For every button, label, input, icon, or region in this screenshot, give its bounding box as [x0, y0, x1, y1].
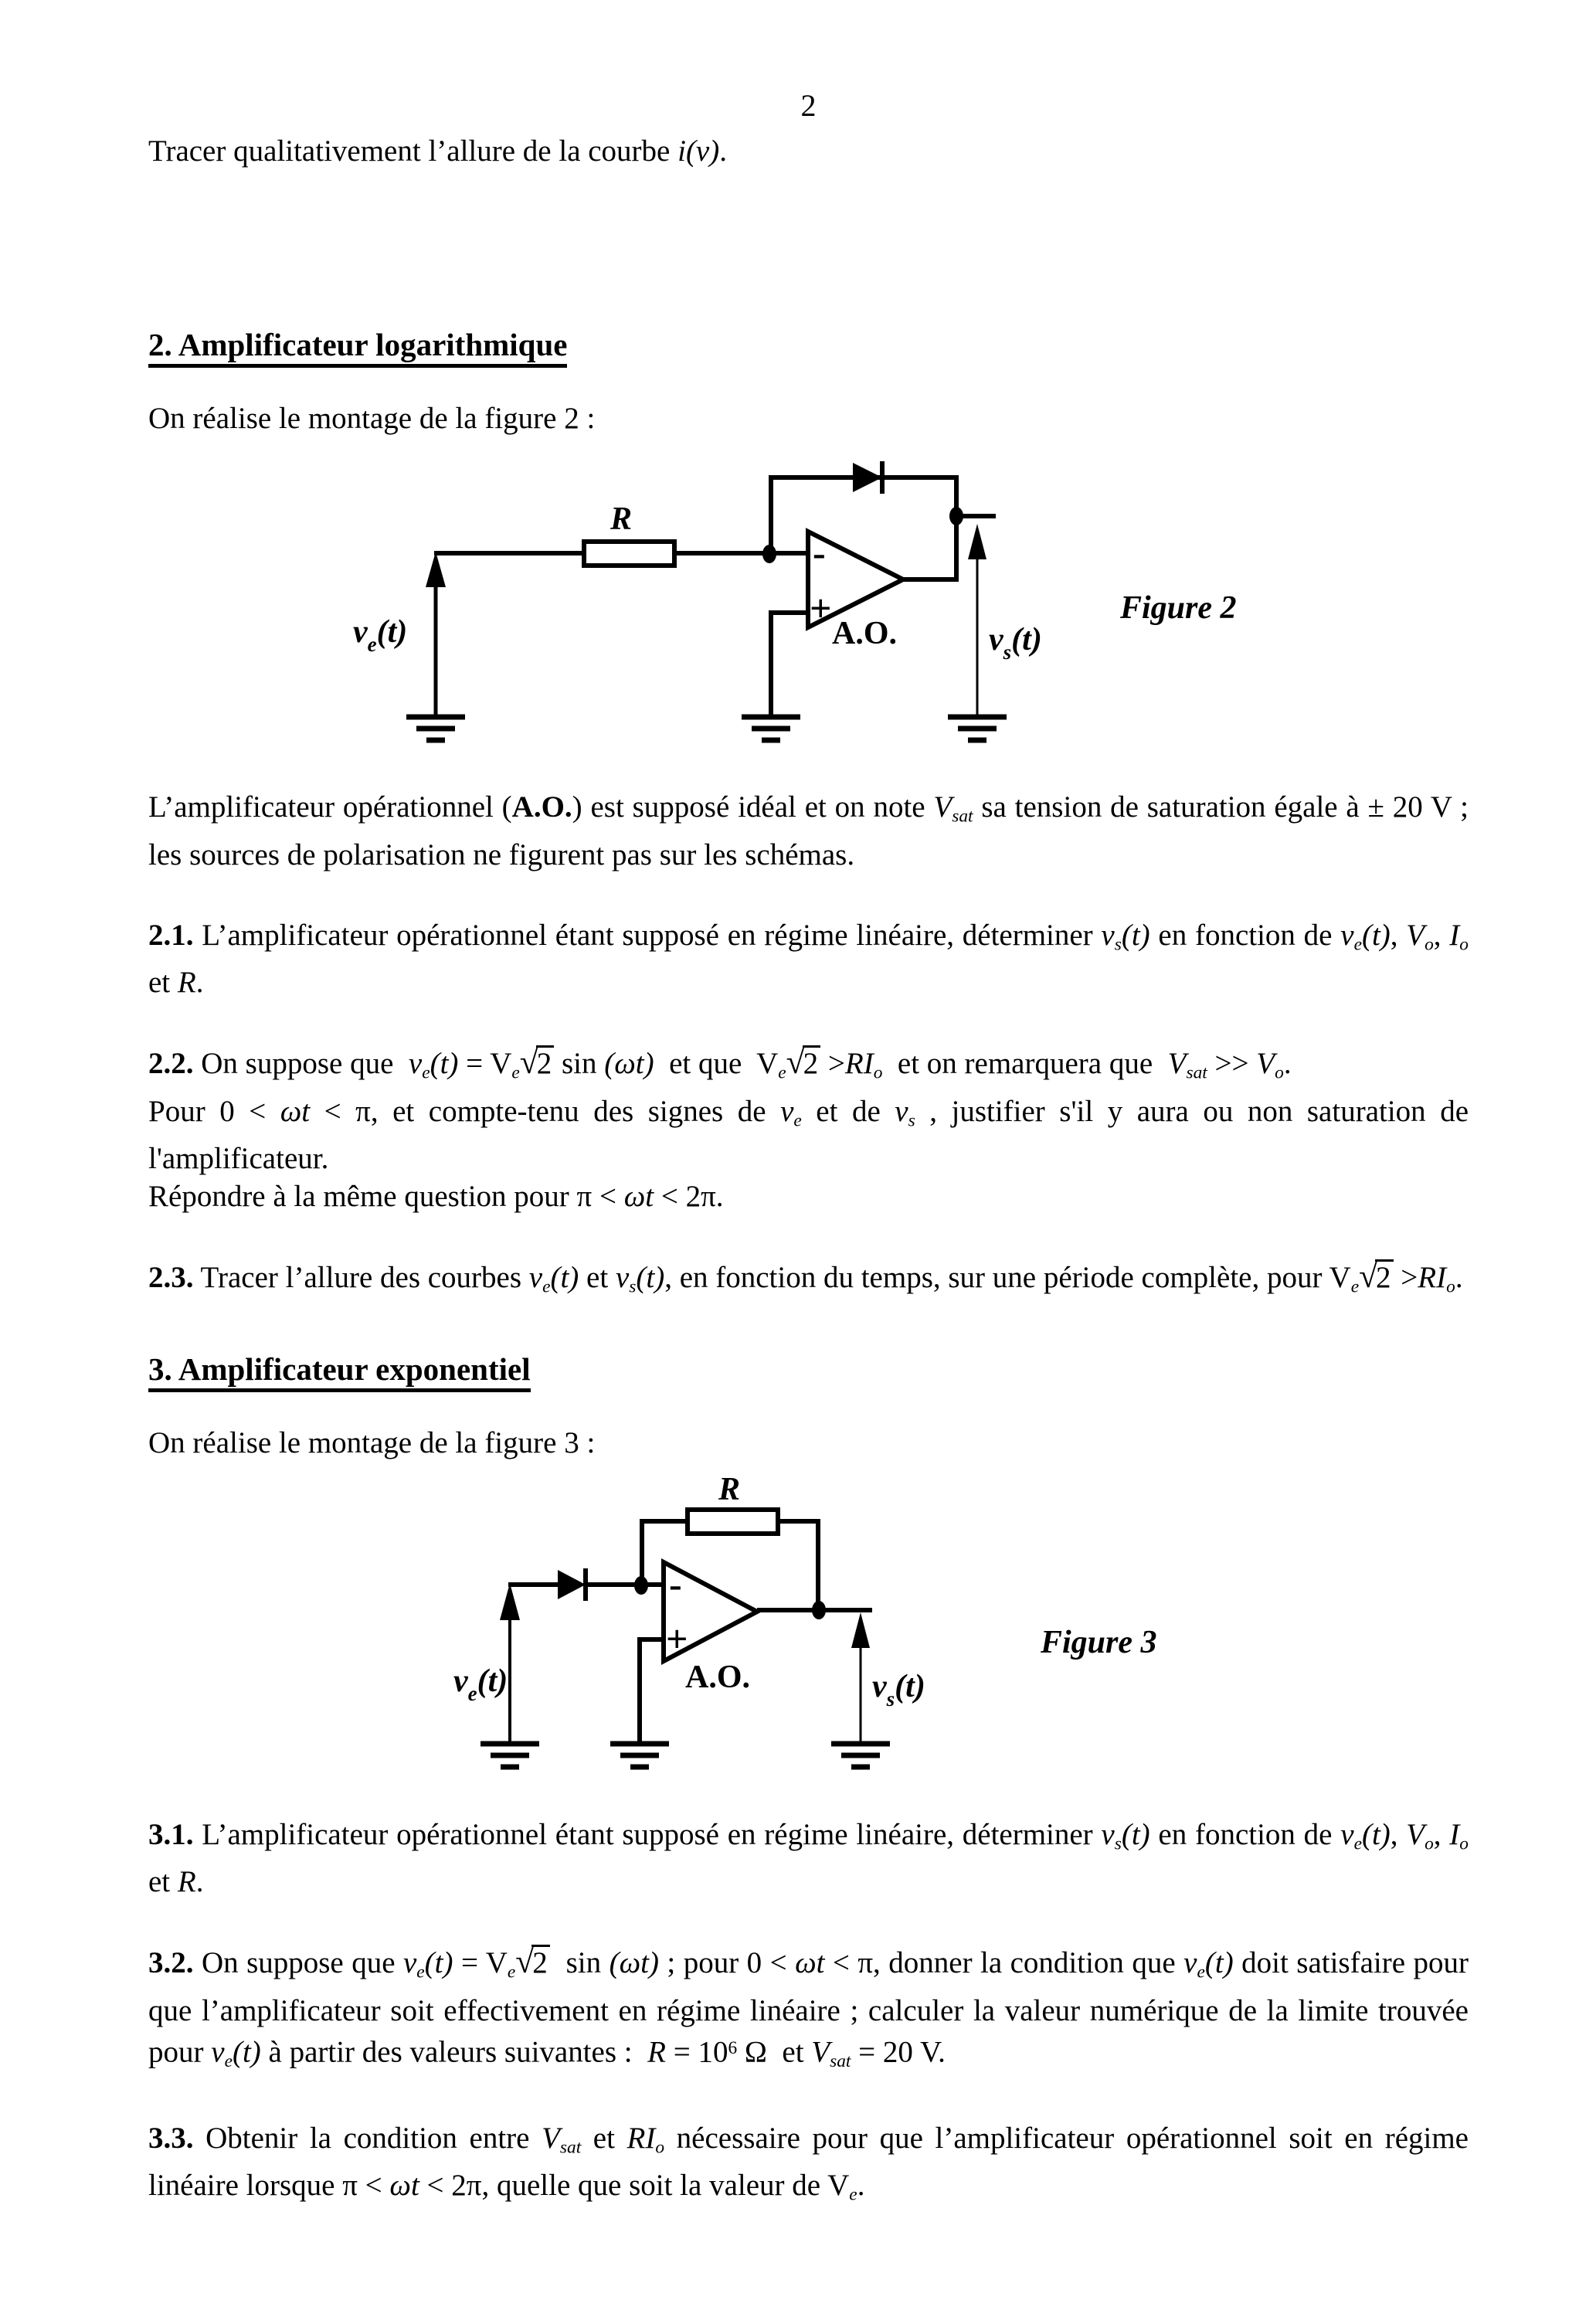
text-run: , — [1433, 1817, 1450, 1851]
section-2-heading: 2. Amplificateur logarithmique — [148, 324, 1469, 365]
text-run: √2 — [1359, 1258, 1393, 1296]
text-run: Tracer qualitativement l’allure de la courbe — [148, 134, 678, 168]
text-run: I — [1449, 918, 1460, 952]
text-run: >> — [1207, 1047, 1257, 1081]
text-run: sat — [952, 806, 973, 827]
diode-icon — [853, 463, 882, 492]
text-run: RI — [844, 1047, 874, 1081]
text-run: 3.1. — [148, 1817, 194, 1851]
ground-icon — [480, 1744, 539, 1767]
text-run: o — [1446, 1276, 1455, 1297]
text-run: . — [719, 134, 727, 168]
question-2-2-line3 — [148, 1177, 1469, 1215]
text-run: v — [780, 1094, 794, 1128]
text-run: e — [1350, 1276, 1360, 1297]
text-run: en fonction de — [1149, 1817, 1341, 1851]
text-run: R — [647, 2035, 666, 2069]
text-run: e — [422, 1062, 430, 1083]
text-run: = V — [453, 1946, 508, 1980]
text-run: (t) — [550, 1261, 579, 1295]
text-run: = 20 V. — [851, 2035, 946, 2069]
text-run: I — [1449, 1817, 1460, 1851]
text-run: . — [1283, 1047, 1292, 1081]
text-run: , — [1390, 918, 1407, 952]
figure-3-caption: Figure 3 — [1041, 1624, 1157, 1660]
text-run: v — [1101, 1817, 1115, 1851]
text-run: , en fonction du temps, sur une période complète, pour — [664, 1261, 1329, 1295]
text-run: √2 — [786, 1044, 820, 1082]
section-3-heading: 3. Amplificateur exponentiel — [148, 1349, 1469, 1389]
text-run: (t) — [430, 1047, 459, 1081]
opamp-label: A.O. — [685, 1659, 750, 1695]
text-run: ωt — [795, 1946, 825, 1980]
text-run: v — [1101, 918, 1115, 952]
node-dot — [812, 1601, 826, 1619]
text-run: e — [778, 1062, 786, 1083]
text-run: < 2π. — [654, 1180, 724, 1214]
text-run: V — [542, 2121, 560, 2155]
text-run: V — [1406, 1817, 1425, 1851]
text-run: Pour 0 < — [148, 1094, 280, 1128]
text-run: (t) — [1361, 1817, 1391, 1851]
text-run: e — [1353, 934, 1362, 955]
text-run: . — [195, 1865, 204, 1899]
question-2-1 — [148, 916, 1469, 1002]
text-run: < π, donner la condition que — [824, 1946, 1184, 1980]
text-run: et — [148, 966, 178, 1000]
question-3-1 — [148, 1816, 1469, 1901]
text-run: > — [820, 1047, 845, 1081]
text-run: sat — [559, 2137, 582, 2158]
text-run: à partir des valeurs suivantes : — [260, 2035, 648, 2069]
text-run: et que V — [654, 1047, 779, 1081]
text-run: (ωt) — [609, 1946, 659, 1980]
text-run: V — [811, 2035, 830, 2069]
text-run: e — [507, 1962, 516, 1983]
text-run: (t) — [232, 2035, 261, 2069]
text-run: 2.2. — [148, 1047, 194, 1081]
question-2-2-line1 — [148, 1044, 1469, 1092]
ground-icon — [831, 1744, 890, 1767]
text-run: = V — [458, 1047, 512, 1081]
inverting-input-label: - — [813, 531, 826, 574]
text-run: sin — [549, 1946, 610, 1980]
text-run: , — [1390, 1817, 1407, 1851]
text-run: On suppose que — [193, 1946, 403, 1980]
text-run: e — [793, 1110, 802, 1131]
text-run: , justifier s'il y aura ou non saturation de l'amplificateur. — [148, 1094, 1469, 1176]
text-run: 3.3. — [148, 2121, 194, 2155]
input-arrow-icon — [426, 552, 446, 587]
text-run: (t) — [1361, 918, 1391, 952]
node-dot — [762, 545, 776, 563]
text-run: V — [1329, 1261, 1351, 1295]
text-run: 2.3. — [148, 1261, 194, 1295]
text-run: e — [224, 2050, 233, 2071]
text-run: (t) — [424, 1946, 453, 1980]
text-run: et de — [801, 1094, 895, 1128]
figure-3-diagram — [434, 1471, 1207, 1788]
page-number: 2 — [800, 88, 817, 123]
figure-2-circuit-svg — [334, 454, 1338, 763]
text-run: (t) — [636, 1261, 665, 1295]
text-run: 2.1. — [148, 918, 194, 952]
node-dot — [634, 1576, 648, 1595]
text-run: . — [1455, 1261, 1463, 1295]
text-run: ; pour 0 < — [658, 1946, 796, 1980]
text-run: et — [148, 1865, 178, 1899]
ground-icon — [610, 1744, 669, 1767]
ground-icon — [406, 717, 465, 740]
ground-icon — [742, 717, 800, 740]
figure-2-caption: Figure 2 — [1120, 590, 1237, 626]
text-run: v — [1340, 1817, 1354, 1851]
figure-3-circuit-svg — [434, 1471, 1207, 1788]
text-run: v — [408, 1047, 423, 1081]
text-run: ) est supposé idéal et on note — [572, 790, 934, 824]
paragraph-ao — [148, 788, 1469, 874]
text-run: v — [402, 1946, 417, 1980]
question-2-3 — [148, 1258, 1469, 1306]
text-run: v — [211, 2035, 225, 2069]
text-run: < 2π, quelle que soit la valeur de V — [419, 2169, 850, 2203]
text-run: , — [1433, 918, 1450, 952]
text-run: ωt — [623, 1180, 654, 1214]
text-run: o — [655, 2137, 665, 2158]
text-run: s — [629, 1276, 637, 1297]
output-voltage-label: $v_s(t)$ — [872, 1668, 925, 1711]
resistor-icon — [584, 542, 674, 566]
intro-line — [148, 132, 1469, 170]
text-run: L’amplificateur opérationnel étant supposé en régime linéaire, déterminer — [193, 918, 1102, 952]
text-run: V — [1256, 1047, 1275, 1081]
text-run: et — [581, 2121, 627, 2155]
question-2-2-line2 — [148, 1092, 1469, 1178]
text-run: v — [615, 1261, 630, 1295]
resistor-label: R — [610, 501, 633, 537]
text-run: v — [528, 1261, 543, 1295]
text-run: Répondre à la même question pour π < — [148, 1180, 624, 1214]
text-run: 6 — [728, 2037, 738, 2058]
text-run: (t) — [1121, 1817, 1150, 1851]
text-run: V — [1406, 918, 1425, 952]
text-run: e — [511, 1062, 520, 1083]
input-voltage-label: $v_e(t)$ — [353, 614, 408, 656]
text-run: sin — [554, 1047, 605, 1081]
text-run: L’amplificateur opérationnel ( — [148, 790, 512, 824]
text-run: v — [1183, 1946, 1197, 1980]
text-run: o — [1425, 1833, 1434, 1854]
section-3-intro: On réalise le montage de la figure 3 : — [148, 1425, 596, 1459]
text-run: (t) — [1121, 918, 1150, 952]
text-run: en fonction de — [1149, 918, 1341, 952]
text-run: s — [1114, 934, 1122, 955]
text-run: et on remarquera que — [882, 1047, 1168, 1081]
text-run: RI — [627, 2121, 656, 2155]
text-run: ωt — [280, 1094, 311, 1128]
text-run: v — [895, 1094, 908, 1128]
input-voltage-label: $v_e(t)$ — [453, 1663, 508, 1705]
text-run: et — [579, 1261, 616, 1295]
text-run: R — [177, 966, 196, 1000]
text-run: sat — [830, 2050, 851, 2071]
text-run: > — [1393, 1261, 1418, 1295]
text-run: V — [933, 790, 953, 824]
text-run: s — [908, 1110, 915, 1131]
question-3-2 — [148, 1943, 1469, 2081]
text-run: e — [542, 1276, 551, 1297]
text-run: o — [1459, 934, 1469, 955]
text-run: √2 — [520, 1044, 554, 1082]
ground-icon — [948, 717, 1007, 740]
output-voltage-label: $v_s(t)$ — [989, 622, 1042, 664]
text-run: On suppose que — [193, 1047, 409, 1081]
text-run: nécessaire pour que l’amplificateur opérationnel soit en régime linéaire lorsque π < — [148, 2121, 1469, 2203]
text-run: R — [177, 1865, 196, 1899]
node-dot — [949, 507, 963, 525]
input-arrow-icon — [500, 1583, 520, 1620]
text-run: . — [195, 966, 204, 1000]
noninverting-input-label: + — [810, 586, 832, 630]
text-run: . — [857, 2169, 865, 2203]
section-2-intro: On réalise le montage de la figure 2 : — [148, 402, 596, 435]
noninverting-input-label: + — [666, 1616, 688, 1660]
output-arrow-icon — [968, 524, 986, 559]
text-run: doit satisfaire pour que l’amplificateur soit effectivement en régime linéaire ; calculer la valeur numérique de la limite trouvée pour — [148, 1946, 1469, 2069]
text-run: (ωt) — [604, 1047, 654, 1081]
text-run: s — [1114, 1833, 1122, 1854]
text-run: e — [1353, 1833, 1362, 1854]
output-arrow-icon — [851, 1612, 870, 1648]
text-run: < π, et compte-tenu des signes de — [310, 1094, 781, 1128]
text-run: (t) — [1204, 1946, 1234, 1980]
text-run: Obtenir la condition entre — [193, 2121, 542, 2155]
text-run: A.O. — [511, 790, 572, 824]
text-run: V — [1167, 1047, 1187, 1081]
text-run: v — [1340, 918, 1354, 952]
figure-2-diagram — [334, 454, 1338, 763]
resistor-label: R — [718, 1471, 741, 1507]
text-run: RI — [1418, 1261, 1447, 1295]
text-run: o — [873, 1062, 883, 1083]
text-run: √2 — [515, 1943, 549, 1982]
text-run: e — [849, 2184, 857, 2205]
inverting-input-label: - — [669, 1561, 682, 1605]
diode-icon — [558, 1570, 586, 1599]
text-run: e — [1197, 1962, 1205, 1983]
opamp-label: A.O. — [832, 616, 897, 651]
text-run: ωt — [389, 2169, 419, 2203]
text-run: Ω et — [737, 2035, 812, 2069]
text-run: sa tension de saturation égale à ± 20 V ; les sources de polarisation ne figurent pas sur les schémas. — [148, 790, 1469, 871]
text-run: L’amplificateur opérationnel étant supposé en régime linéaire, déterminer — [193, 1817, 1102, 1851]
text-run: o — [1275, 1062, 1284, 1083]
text-run: e — [416, 1962, 425, 1983]
text-run: sat — [1186, 1062, 1207, 1083]
text-run: 3.2. — [148, 1946, 194, 1980]
resistor-icon — [688, 1510, 778, 1534]
text-run: o — [1459, 1833, 1469, 1854]
text-run: o — [1425, 934, 1434, 955]
question-3-3 — [148, 2119, 1469, 2214]
text-run: = 10 — [665, 2035, 728, 2069]
text-run: i(v) — [677, 134, 720, 168]
text-run: Tracer l’allure des courbes — [193, 1261, 529, 1295]
